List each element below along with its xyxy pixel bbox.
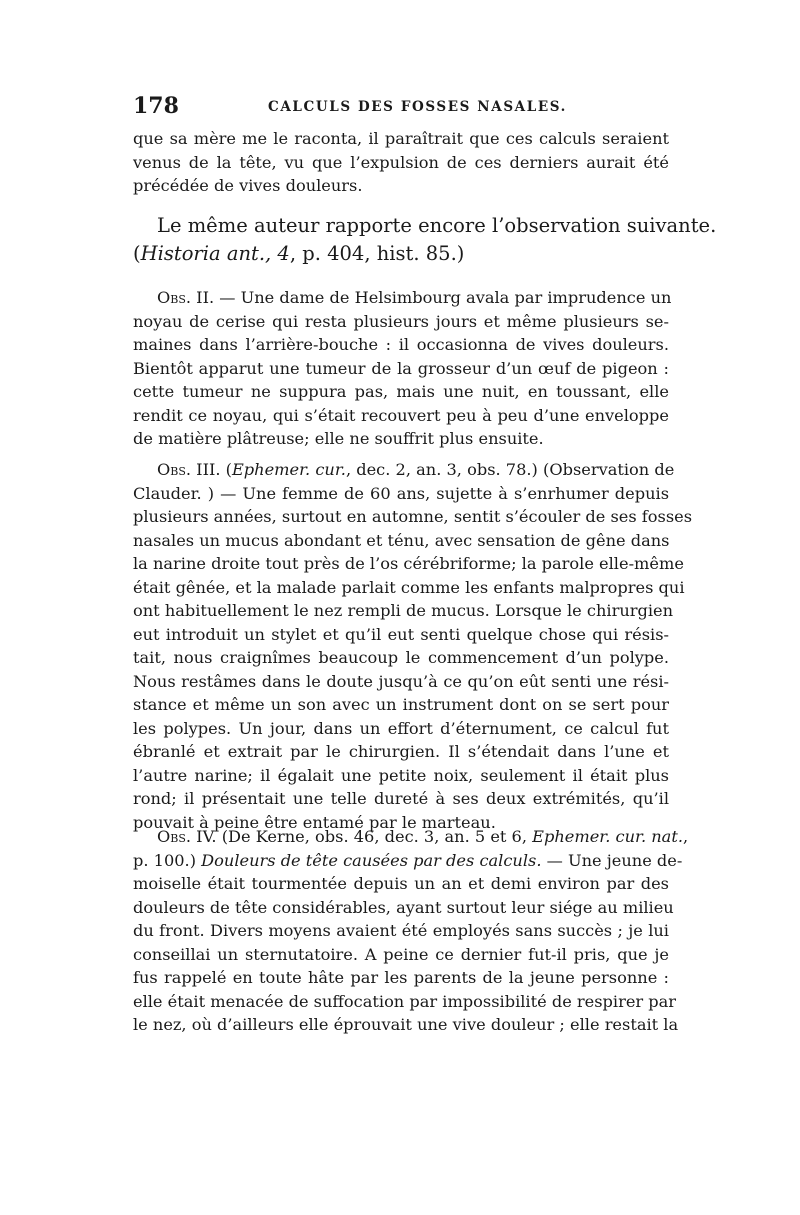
reference-title: Ephemer. cur. <box>231 460 346 479</box>
text-line: le nez, où d’ailleurs elle éprouvait une vive douleur ; elle restait la <box>133 1015 679 1034</box>
text-line: rendit ce noyau, qui s’était recouvert peu à peu d’une enveloppe <box>133 405 669 425</box>
observation-label: Obs. IV. <box>157 827 217 846</box>
text-line: moiselle était tourmentée depuis un an et demi environ par des <box>133 874 669 893</box>
text-line: plusieurs années, surtout en automne, sentit s’écouler de ses fosses <box>133 507 693 526</box>
text-line: les polypes. Un jour, dans un effort d’éternument, ce calcul fut <box>133 718 669 738</box>
text-line: noyau de cerise qui resta plusieurs jours et même plusieurs se- <box>133 311 669 331</box>
observation-4 <box>133 825 689 1037</box>
text-span: , dec. 2, an. 3, obs. 78.) (Observation de <box>345 460 675 479</box>
observation-3 <box>133 458 693 834</box>
text-line: eut introduit un stylet et qu’il eut senti quelque chose qui résis- <box>133 624 669 644</box>
text-line: ébranlé et extrait par le chirurgien. Il s’étendait dans l’une et <box>133 742 669 761</box>
text-line: venus de la tête, vu que l’expulsion de ces derniers aurait été <box>133 152 669 172</box>
text-span: p. 100.) <box>133 850 202 870</box>
text-line: l’autre narine; il égalait une petite noix, seulement il était plus <box>133 765 669 785</box>
text-line: elle était menacée de suffocation par impossibilité de respirer par <box>133 991 677 1011</box>
reference-detail: , p. 404, hist. 85.) <box>289 242 465 265</box>
page-header <box>133 93 673 123</box>
running-title: CALCULS DES FOSSES NASALES. <box>268 99 567 115</box>
reference-line <box>133 240 669 268</box>
text-span: (De Kerne, obs. 46, dec. 3, an. 5 et 6, <box>216 827 533 846</box>
text-line: conseillai un sternutatoire. A peine ce dernier fut-il pris, que je <box>133 944 669 964</box>
text-span: — Une dame de Helsimbourg avala par imprudence un <box>214 288 672 307</box>
text-line: la narine droite tout près de l’os cérébriforme; la parole elle-même <box>133 554 684 573</box>
paragraph-lead <box>133 212 717 268</box>
text-line: du front. Divers moyens avaient été employés sans succès ; je lui <box>133 921 669 940</box>
observation-title: Douleurs de tête causées par des calculs. <box>201 850 542 870</box>
reference-title: Historia ant., 4 <box>140 242 290 265</box>
observation-label: Obs. III. <box>157 460 221 479</box>
observation-label: Obs. II. <box>157 288 215 307</box>
text-line: cette tumeur ne suppura pas, mais une nuit, en toussant, elle <box>133 382 669 401</box>
page-number: 178 <box>133 93 179 119</box>
text-line: douleurs de tête considérables, ayant surtout leur siége au milieu <box>133 897 674 917</box>
text-line <box>133 458 675 482</box>
text-line: tait, nous craignîmes beaucoup le commencement d’un polype. <box>133 648 669 667</box>
text-line: ont habituellement le nez rempli de mucus. Lorsque le chirurgien <box>133 601 674 620</box>
text-line: Nous restâmes dans le doute jusqu’à ce qu’on eût senti une rési- <box>133 671 669 691</box>
text-span: ( <box>220 460 232 479</box>
text-line: Bientôt apparut une tumeur de la grosseur d’un œuf de pigeon : <box>133 358 669 378</box>
text-line: nasales un mucus abondant et ténu, avec sensation de gêne dans <box>133 530 670 550</box>
text-line: que sa mère me le raconta, il paraîtrait que ces calculs seraient <box>133 129 669 148</box>
reference-title: Ephemer. cur. nat. <box>532 827 683 846</box>
text-line: fus rappelé en toute hâte par les parents de la jeune personne : <box>133 968 669 987</box>
text-line: Clauder. ) — Une femme de 60 ans, sujette à s’enrhumer depuis <box>133 483 669 503</box>
text-line <box>133 825 689 849</box>
text-line: précédée de vives douleurs. <box>133 176 363 195</box>
text-line: était gênée, et la malade parlait comme les enfants malpropres qui <box>133 577 685 597</box>
text-line <box>133 286 672 310</box>
text-line: stance et même un son avec un instrument dont on se sert pour <box>133 695 669 714</box>
text-line: de matière plâtreuse; elle ne souffrit plus ensuite. <box>133 429 544 448</box>
text-line: maines dans l’arrière-bouche : il occasionna de vives douleurs. <box>133 335 669 354</box>
text-line: pouvait à peine être entamé par le marteau. <box>133 812 496 832</box>
text-line: Le même auteur rapporte encore l’observation suivante. <box>157 214 717 237</box>
text-span: , <box>683 827 689 846</box>
observation-2 <box>133 286 672 451</box>
text-line: rond; il présentait une telle dureté à ses deux extrémités, qu’il <box>133 789 669 808</box>
paren: ( <box>133 242 141 265</box>
text-line <box>133 849 683 873</box>
paragraph-continuation <box>133 127 669 198</box>
text-span: — Une jeune de- <box>541 850 683 870</box>
